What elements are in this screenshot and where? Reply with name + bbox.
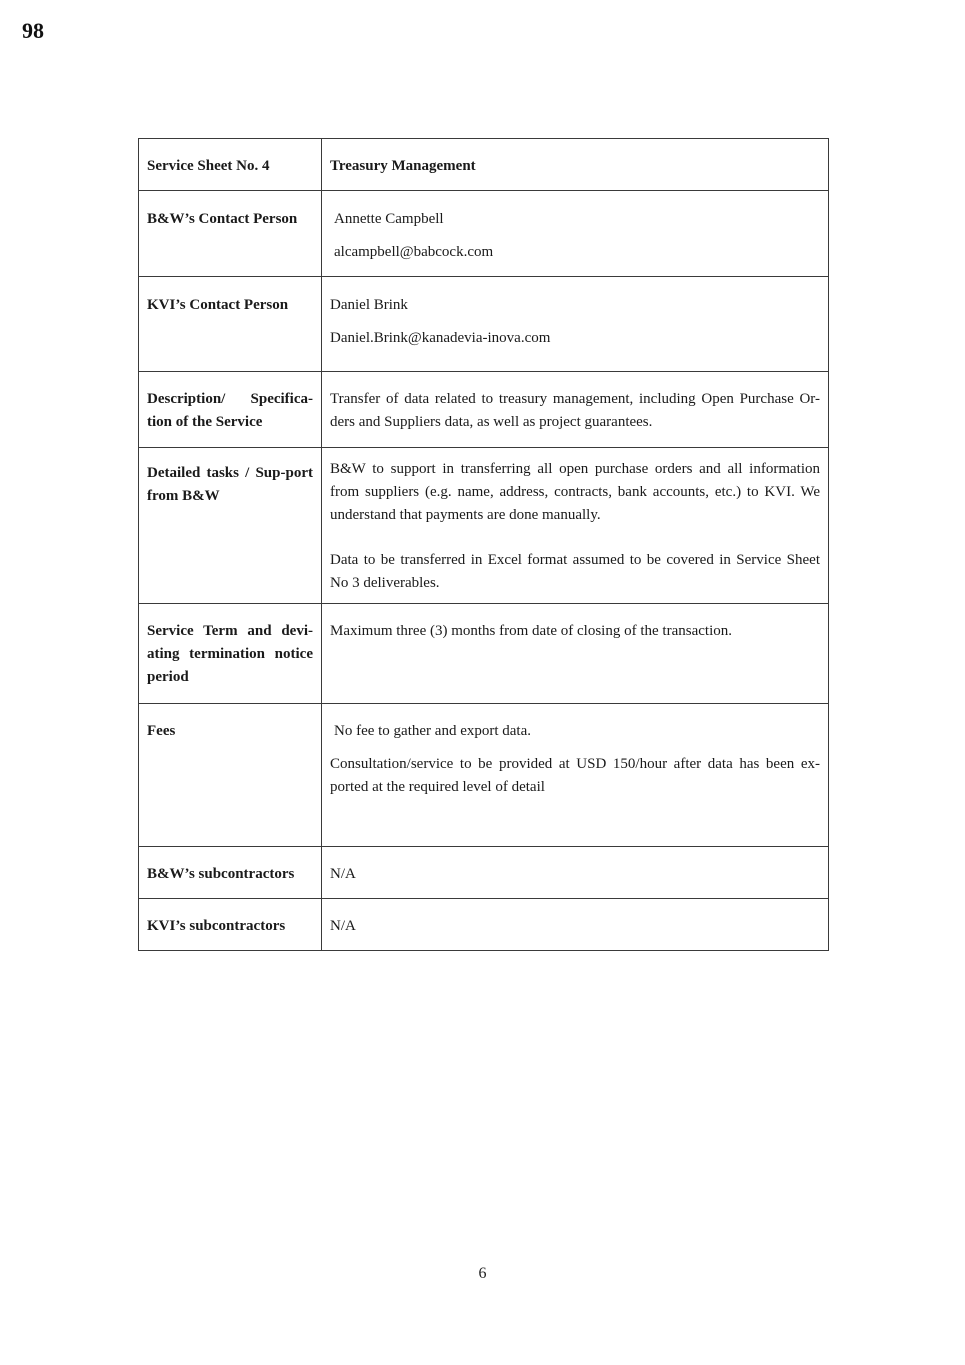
row-value (322, 372, 829, 448)
kvi-subcontractors-value: N/A (330, 918, 356, 934)
service-term-label: Service Term and devi-ating termination notice period (147, 623, 313, 685)
table-row (139, 372, 829, 448)
row-label (139, 448, 322, 604)
table-row (139, 448, 829, 604)
bw-subcontractors-label: B&W’s subcontractors (147, 866, 295, 882)
row-value (322, 139, 829, 191)
service-title: Treasury Management (330, 158, 476, 174)
row-label (139, 372, 322, 448)
description-text: Transfer of data related to treasury management, including Open Purchase Or-ders and Suppliers data, as well as project guarantees. (330, 391, 820, 430)
row-label (139, 139, 322, 191)
row-value (322, 191, 829, 277)
row-value (322, 899, 829, 951)
kvi-subcontractors-label: KVI’s subcontractors (147, 918, 286, 934)
description-label: Description/ Specifica-tion of the Service (147, 391, 313, 430)
service-term-text: Maximum three (3) months from date of closing of the transaction. (330, 623, 732, 639)
row-value (322, 448, 829, 604)
kvi-contact-label: KVI’s Contact Person (147, 297, 289, 313)
table-row (139, 847, 829, 899)
row-label (139, 847, 322, 899)
row-value (322, 604, 829, 704)
row-label (139, 899, 322, 951)
detailed-tasks-text-2: Data to be transferred in Excel format assumed to be covered in Service Sheet No 3 deliverables. (330, 552, 820, 591)
row-label (139, 704, 322, 847)
row-value (322, 847, 829, 899)
table-row (139, 704, 829, 847)
row-label (139, 277, 322, 372)
row-label (139, 604, 322, 704)
table-row (139, 604, 829, 704)
table-row (139, 899, 829, 951)
service-sheet-table (138, 138, 829, 951)
page-number-top: 98 (22, 18, 44, 43)
detailed-tasks-label: Detailed tasks / Sup-port from B&W (147, 465, 313, 504)
page-number-footer: 6 (478, 1265, 487, 1282)
kvi-contact-name: Daniel Brink (330, 297, 408, 313)
bw-contact-email: alcampbell@babcock.com (334, 244, 494, 260)
table-row (139, 139, 829, 191)
fees-label: Fees (147, 723, 176, 739)
service-sheet-number-label: Service Sheet No. 4 (147, 158, 270, 174)
bw-contact-name: Annette Campbell (334, 211, 444, 227)
fees-text-2: Consultation/service to be provided at USD 150/hour after data has been ex-ported at the required level of detail (330, 756, 820, 795)
bw-subcontractors-value: N/A (330, 866, 356, 882)
row-value (322, 704, 829, 847)
fees-text-1: No fee to gather and export data. (334, 723, 531, 739)
row-value (322, 277, 829, 372)
kvi-contact-email: Daniel.Brink@kanadevia-inova.com (330, 330, 551, 346)
row-label (139, 191, 322, 277)
table-row (139, 277, 829, 372)
detailed-tasks-text-1: B&W to support in transferring all open purchase orders and all information from suppliers (e.g. name, address, contracts, bank accounts, etc.) to KVI. We understand that payments are done manually. (330, 461, 820, 523)
table-row (139, 191, 829, 277)
bw-contact-label: B&W’s Contact Person (147, 211, 298, 227)
